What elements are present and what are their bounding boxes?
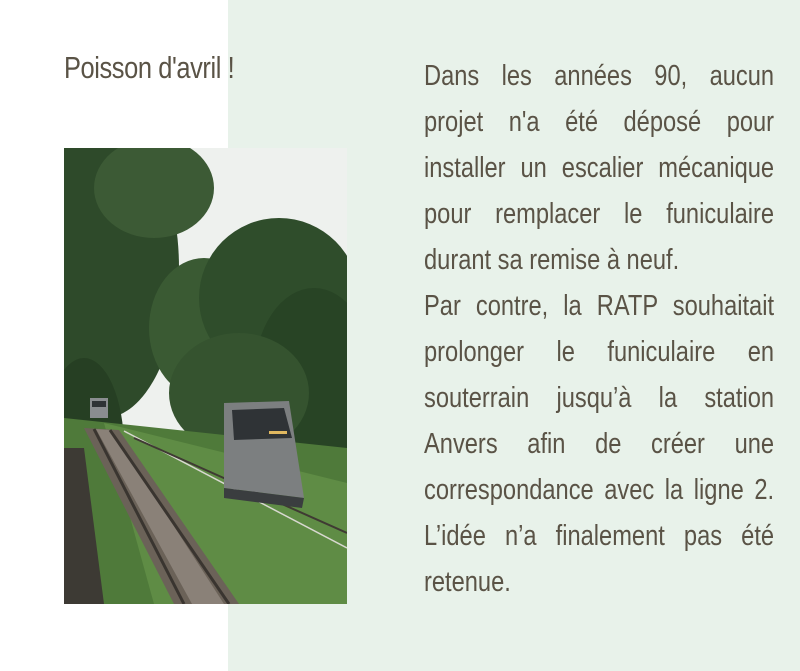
funicular-photo xyxy=(64,148,347,604)
paragraph-1: Dans les années 90, aucun projet n'a été déposé pour installer un escalier mécanique pour remplacer le funiculaire durant sa remise à neuf. xyxy=(424,60,775,276)
paragraph-2: Par contre, la RATP souhaitait prolonger le funiculaire en souterrain jusqu’à la station Anvers afin de créer une correspondance avec la ligne 2. L’idée n’a finalement pas été retenue. xyxy=(424,290,775,598)
page-title: Poisson d'avril ! xyxy=(64,50,235,85)
article-text xyxy=(424,53,774,605)
